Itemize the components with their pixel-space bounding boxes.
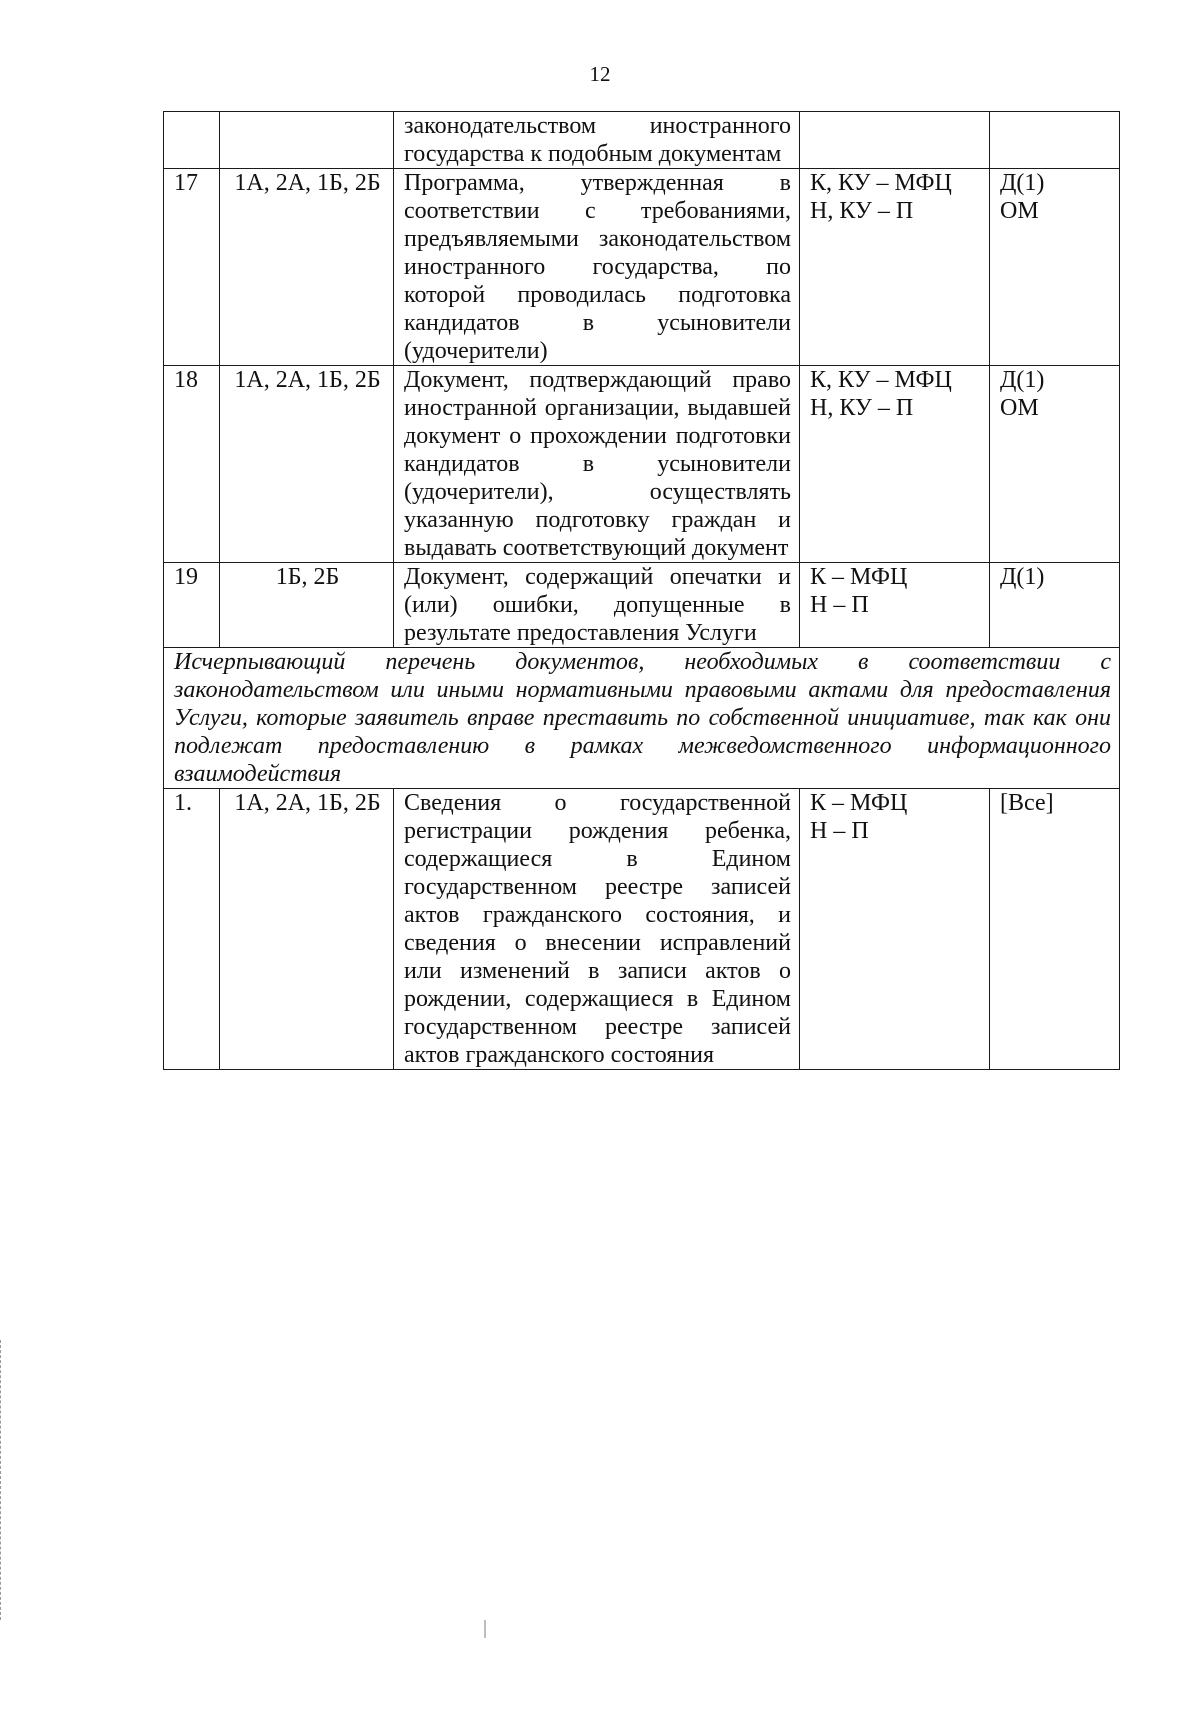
submission-mode-cell: К, КУ – МФЦ Н, КУ – П [800,366,990,563]
submission-mode-cell: К, КУ – МФЦ Н, КУ – П [800,169,990,366]
submission-mode-cell: К – МФЦ Н – П [800,789,990,1070]
applicant-categories-cell [220,112,394,169]
table-row [164,112,1120,169]
documents-table [163,111,1120,1070]
page-number: 12 [589,62,611,86]
table-row [164,366,1120,563]
applicant-categories-cell: 1А, 2А, 1Б, 2Б [220,366,394,563]
document-description-cell: Программа, утвержденная в соответствии с требованиями, предъявляемыми законодательством иностранного государства, по которой проводилась подготовка кандидатов в усыновители (удочерители) [394,169,800,366]
applicant-categories-cell: 1Б, 2Б [220,563,394,648]
document-description-cell: Документ, подтверждающий право иностранной организации, выдавшей документ о прохождении подготовки кандидатов в усыновители (удочерители), осуществлять указанную подготовку граждан и выдавать соответствующий документ [394,366,800,563]
submission-mode-cell: К – МФЦ Н – П [800,563,990,648]
table-row [164,563,1120,648]
document-description-cell: Сведения о государственной регистрации рождения ребенка, содержащиеся в Едином государственном реестре записей актов гражданского состояния, и сведения о внесении исправлений или изменений в записи актов о рождении, содержащиеся в Едином государственном реестре записей актов гражданского состояния [394,789,800,1070]
applicant-categories-cell: 1А, 2А, 1Б, 2Б [220,169,394,366]
applicant-categories-cell: 1А, 2А, 1Б, 2Б [220,789,394,1070]
row-number-cell: 1. [164,789,220,1070]
section-heading-row [164,648,1120,789]
document-note-cell [990,112,1120,169]
document-description-cell: законодательством иностранного государства к подобным документам [394,112,800,169]
row-number-cell: 18 [164,366,220,563]
section-heading: Исчерпывающий перечень документов, необходимых в соответствии с законодательством или иными нормативными правовыми актами для предоставления Услуги, которые заявитель вправе преставить по собственной инициативе, так как они подлежат предоставлению в рамках межведомственного информационного взаимодействия [164,648,1120,789]
document-description-cell: Документ, содержащий опечатки и (или) ошибки, допущенные в результате предоставления Услуги [394,563,800,648]
table-row [164,169,1120,366]
row-number-cell: 17 [164,169,220,366]
submission-mode-cell [800,112,990,169]
document-note-cell: Д(1) ОМ [990,169,1120,366]
row-number-cell: 19 [164,563,220,648]
scan-speck [484,1620,486,1638]
document-note-cell: [Все] [990,789,1120,1070]
scan-edge-marks [0,1340,7,1620]
table-row [164,789,1120,1070]
document-note-cell: Д(1) ОМ [990,366,1120,563]
row-number-cell [164,112,220,169]
document-note-cell: Д(1) [990,563,1120,648]
